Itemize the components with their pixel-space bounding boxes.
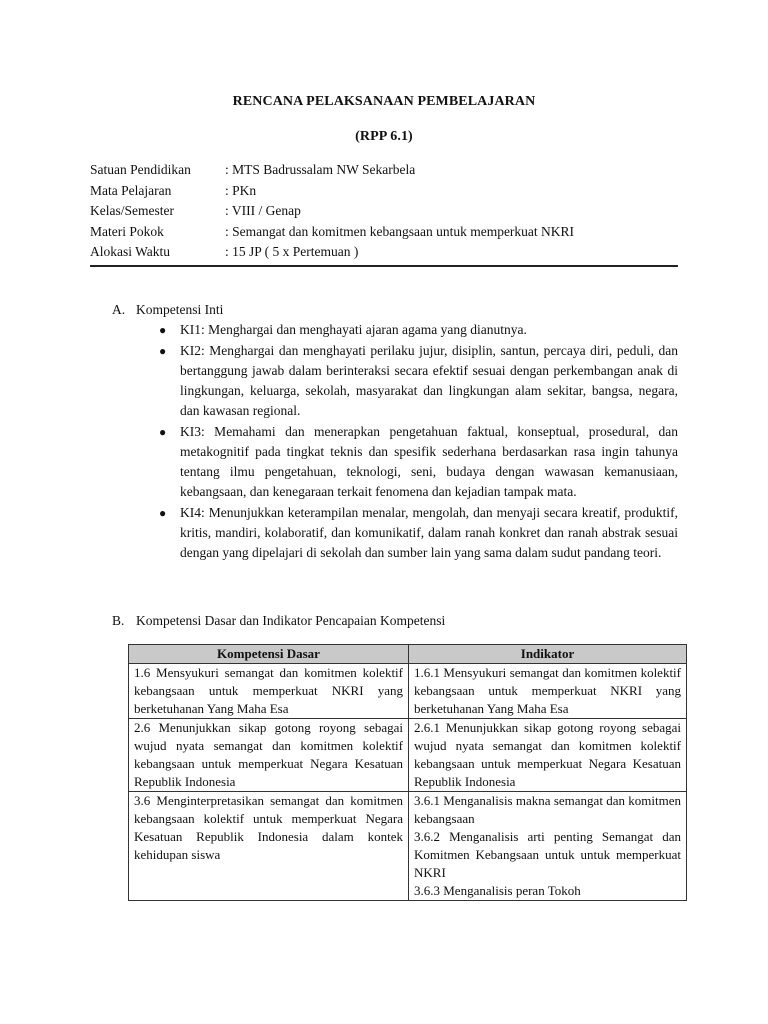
section-title: Kompetensi Dasar dan Indikator Pencapaian Kompetensi	[136, 613, 446, 628]
section-kompetensi-dasar	[112, 611, 678, 631]
bullet-icon: ●	[159, 344, 167, 358]
table-row	[129, 792, 687, 901]
info-row	[90, 160, 678, 181]
list-item	[112, 320, 678, 340]
bullet-icon: ●	[159, 323, 167, 337]
column-header-kd: Kompetensi Dasar	[129, 645, 409, 664]
info-label: Mata Pelajaran	[90, 182, 172, 198]
info-row	[90, 181, 678, 202]
indicator-cell	[409, 664, 687, 719]
indicator-cell	[409, 719, 687, 792]
ki-text: KI1: Menghargai dan menghayati ajaran agama yang dianutnya.	[180, 322, 527, 337]
table-header-row	[129, 645, 687, 664]
section-letter: A.	[112, 302, 126, 317]
info-row	[90, 242, 678, 263]
info-label: Satuan Pendidikan	[90, 162, 191, 177]
table-row	[129, 719, 687, 792]
ki-text: KI3: Memahami dan menerapkan pengetahuan faktual, konseptual, prosedural, dan metakognitif pada tingkat teknis dan spesifik sederhana berdasarkan rasa ingin tahunya tentang ilmu pengetahuan, teknologi, seni, budaya dengan wawasan kemanusiaan, kebangsaan, dan kenegaraan terkait fenomena dan kejadian tampak mata.	[180, 424, 678, 499]
section-kompetensi-inti	[112, 300, 678, 564]
kd-cell: 3.6 Menginterpretasikan semangat dan komitmen kebangsaan kolektif untuk memperkuat Negara Kesatuan Republik Indonesia dalam kontek kehidupan siswa	[129, 792, 409, 901]
section-heading	[112, 611, 678, 631]
info-value: : 15 JP ( 5 x Pertemuan )	[225, 244, 359, 259]
info-label: Materi Pokok	[90, 223, 164, 239]
ki-text: KI2: Menghargai dan menghayati perilaku jujur, disiplin, santun, percaya diri, peduli, dan bertanggung jawab dalam berinteraksi secara efektif sesuai dengan perkembangan anak di lingkungan, keluarga, sekolah, masyarakat dan lingkungan alam sekitar, bangsa, negara, dan kawasan regional.	[180, 343, 678, 418]
table-row	[129, 664, 687, 719]
indicator-text: 3.6.1 Menganalisis makna semangat dan komitmen kebangsaan	[414, 793, 681, 826]
indicator-text: 1.6.1 Mensyukuri semangat dan komitmen kolektif kebangsaan untuk memperkuat NKRI yang berketuhanan Yang Maha Esa	[414, 665, 681, 716]
document-title: RENCANA PELAKSANAAN PEMBELAJARAN	[232, 94, 536, 109]
ki-text: KI4: Menunjukkan keterampilan menalar, mengolah, dan menyaji secara kreatif, produktif, kritis, mandiri, kolaboratif, dan komunikatif, dalam ranah konkret dan ranah abstrak sesuai dengan yang dipelajari di sekolah dan sumber lain yang sama dalam sudut pandang teori.	[180, 505, 678, 560]
kd-cell: 2.6 Menunjukkan sikap gotong royong sebagai wujud nyata semangat dan komitmen kolektif kebangsaan untuk memperkuat Negara Kesatuan Republik Indonesia	[129, 719, 409, 792]
list-item	[112, 503, 678, 563]
document-subtitle: (RPP 6.1)	[355, 129, 413, 144]
info-value: : MTS Badrussalam NW Sekarbela	[225, 162, 416, 177]
section-heading	[112, 300, 678, 320]
indicator-text: 3.6.2 Menganalisis arti penting Semangat dan Komitmen Kebangsaan untuk untuk memperkuat NKRI	[414, 829, 681, 880]
identity-block	[90, 160, 678, 267]
ki-list	[112, 320, 678, 563]
info-row	[90, 222, 678, 243]
bullet-icon: ●	[159, 425, 167, 439]
column-header-indikator: Indikator	[409, 645, 687, 664]
section-title: Kompetensi Inti	[136, 302, 224, 317]
info-label: Alokasi Waktu	[90, 244, 171, 259]
list-item	[112, 341, 678, 421]
indicator-text: 3.6.3 Menganalisis peran Tokoh	[414, 883, 581, 898]
section-letter: B.	[112, 613, 125, 628]
competency-table	[128, 644, 687, 901]
info-value: : Semangat dan komitmen kebangsaan untuk memperkuat NKRI	[225, 223, 575, 239]
list-item	[112, 422, 678, 502]
indicator-text: 2.6.1 Menunjukkan sikap gotong royong sebagai wujud nyata semangat dan komitmen kolektif kebangsaan untuk memperkuat Negara Kesatuan Republik Indonesia	[414, 720, 681, 789]
info-value: : PKn	[225, 182, 257, 198]
kd-cell: 1.6 Mensyukuri semangat dan komitmen kolektif kebangsaan untuk memperkuat NKRI yang berketuhanan Yang Maha Esa	[129, 664, 409, 719]
bullet-icon: ●	[159, 506, 167, 520]
info-label: Kelas/Semester	[90, 203, 174, 218]
indicator-cell	[409, 792, 687, 901]
info-row	[90, 201, 678, 222]
info-value: : VIII / Genap	[225, 203, 301, 218]
